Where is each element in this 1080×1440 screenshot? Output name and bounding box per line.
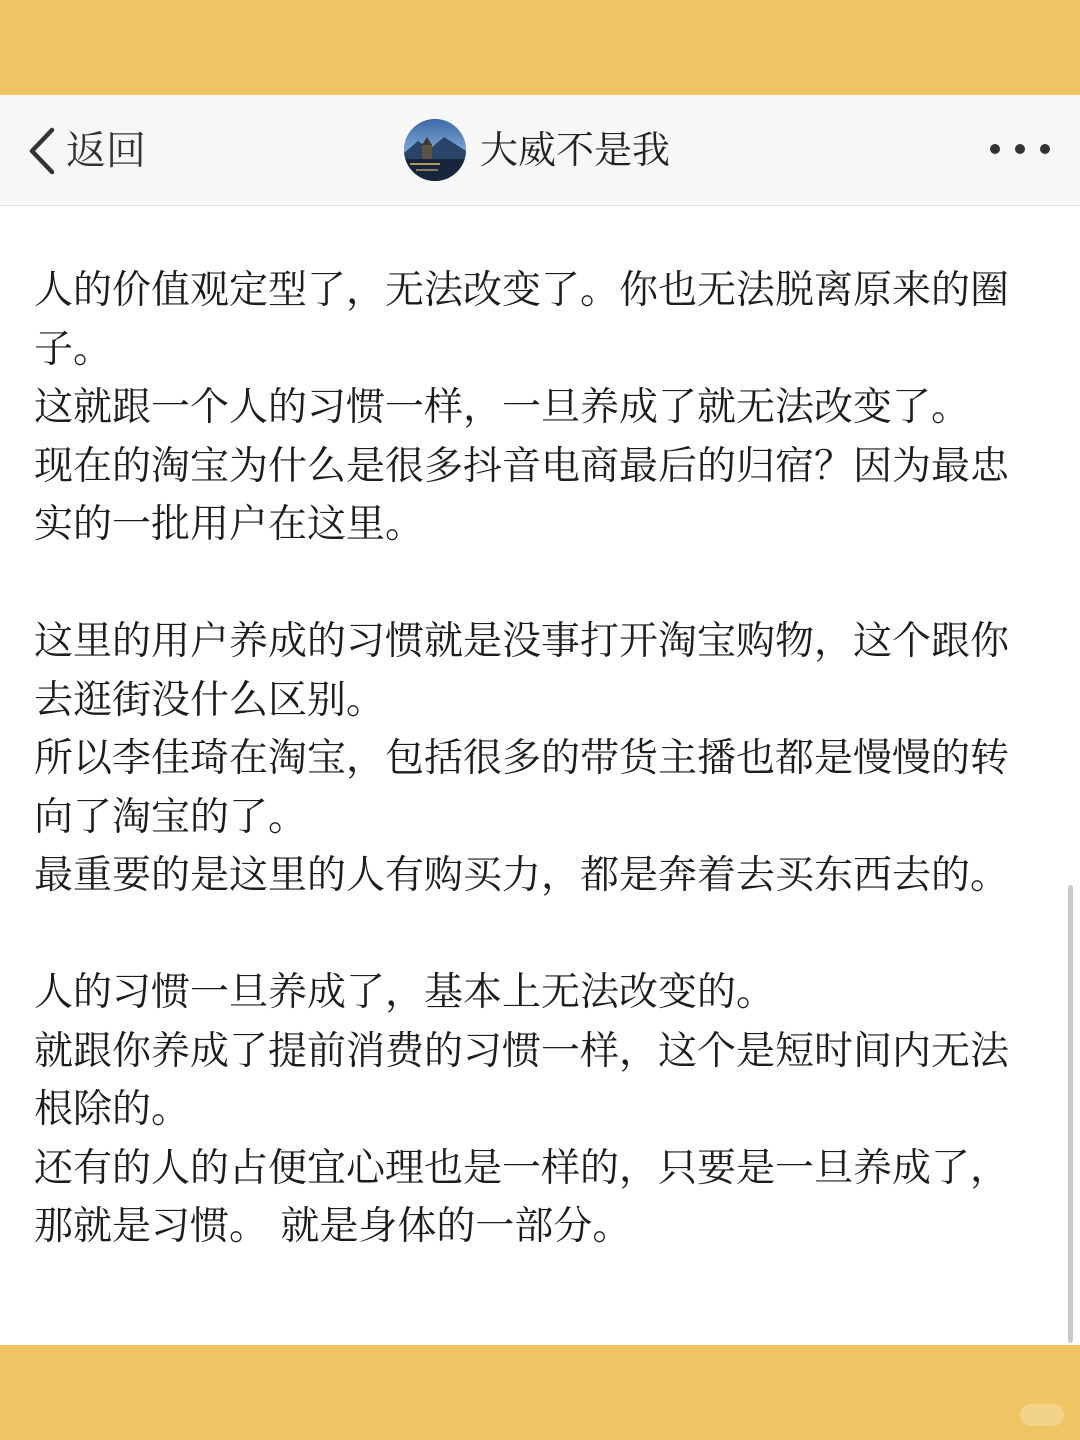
post-paragraph: 人的习惯一旦养成了，基本上无法改变的。 <box>34 970 776 1015</box>
more-dot-icon <box>990 144 1000 154</box>
post-paragraph: 这里的用户养成的习惯就是没事打开淘宝购物，这个跟你去逛街没什么区别。 <box>34 619 1010 723</box>
post-paragraph: 最重要的是这里的人有购买力，都是奔着去买东西去的。 <box>34 853 1010 898</box>
post-paragraph: 现在的淘宝为什么是很多抖音电商最后的归宿？因为最忠实的一批用户在这里。 <box>34 443 1010 547</box>
author-info[interactable] <box>404 119 670 181</box>
post-paragraph: 人的价值观定型了，无法改变了。你也无法脱离原来的圈子。 <box>34 268 1010 372</box>
back-button[interactable] <box>24 123 146 179</box>
post-paragraph: 这就跟一个人的习惯一样，一旦养成了就无法改变了。 <box>34 385 971 430</box>
post-paragraph: 还有的人的占便宜心理也是一样的，只要是一旦养成了，那就是习惯。 就是身体的一部分。 <box>34 1145 1010 1249</box>
post-body <box>34 262 1034 1257</box>
avatar[interactable] <box>404 119 466 181</box>
post-paragraph: 所以李佳琦在淘宝，包括很多的带货主播也都是慢慢的转向了淘宝的了。 <box>34 736 1010 840</box>
paragraph-spacer <box>34 555 1034 614</box>
back-label: 返回 <box>66 128 146 174</box>
bottom-decor-band <box>0 1345 1080 1440</box>
more-dot-icon <box>1040 144 1050 154</box>
chevron-left-icon <box>24 126 64 176</box>
more-button[interactable] <box>990 133 1050 165</box>
more-dot-icon <box>1015 144 1025 154</box>
watermark <box>1020 1404 1064 1426</box>
post-paragraph: 就跟你养成了提前消费的习惯一样，这个是短时间内无法根除的。 <box>34 1028 1010 1132</box>
top-decor-band <box>0 0 1080 95</box>
scrollbar[interactable] <box>1068 885 1073 1343</box>
paragraph-spacer <box>34 906 1034 965</box>
nav-bar <box>0 95 1080 206</box>
author-nickname[interactable]: 大威不是我 <box>480 128 671 172</box>
